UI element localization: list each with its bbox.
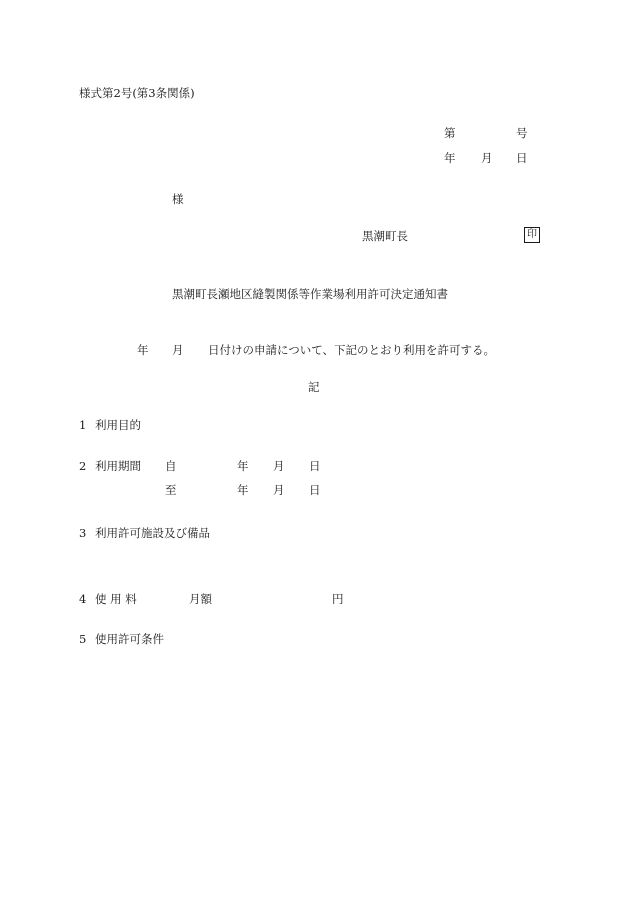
body-month: 月	[172, 343, 184, 357]
date-year: 年	[444, 151, 456, 165]
period-to-year: 年	[237, 483, 249, 497]
item-2-number: 2	[79, 459, 87, 473]
period-to-label: 至	[165, 483, 177, 497]
item-4-label: 使 用 料	[95, 592, 137, 606]
body-year: 年	[137, 343, 149, 357]
item-3-number: 3	[79, 526, 87, 540]
issuer-name: 黒潮町長	[362, 229, 408, 243]
period-from-label: 自	[165, 459, 177, 473]
period-from-year: 年	[237, 459, 249, 473]
item-2-label: 利用期間	[95, 459, 141, 473]
item-5-number: 5	[79, 632, 87, 646]
date-month: 月	[481, 151, 493, 165]
fee-yen-unit: 円	[332, 592, 344, 606]
item-1-number: 1	[79, 418, 87, 432]
document-title: 黒潮町長瀬地区縫製関係等作業場利用許可決定通知書	[172, 287, 448, 301]
seal-stamp: 印	[524, 227, 540, 243]
item-1-label: 利用目的	[95, 418, 141, 432]
body-text: 日付けの申請について、下記のとおり利用を許可する。	[208, 343, 496, 357]
item-5-label: 使用許可条件	[95, 632, 164, 646]
item-3-label: 利用許可施設及び備品	[95, 526, 210, 540]
period-to-day: 日	[309, 483, 321, 497]
date-day: 日	[516, 151, 528, 165]
doc-number-dai: 第	[444, 126, 456, 140]
item-4-number: 4	[79, 592, 87, 606]
doc-number-go: 号	[516, 126, 528, 140]
period-from-day: 日	[309, 459, 321, 473]
ki-heading: 記	[308, 380, 320, 394]
fee-monthly-label: 月額	[189, 592, 212, 606]
period-from-month: 月	[273, 459, 285, 473]
period-to-month: 月	[273, 483, 285, 497]
form-number: 様式第2号(第3条関係)	[79, 86, 195, 100]
addressee-suffix: 様	[172, 192, 184, 206]
